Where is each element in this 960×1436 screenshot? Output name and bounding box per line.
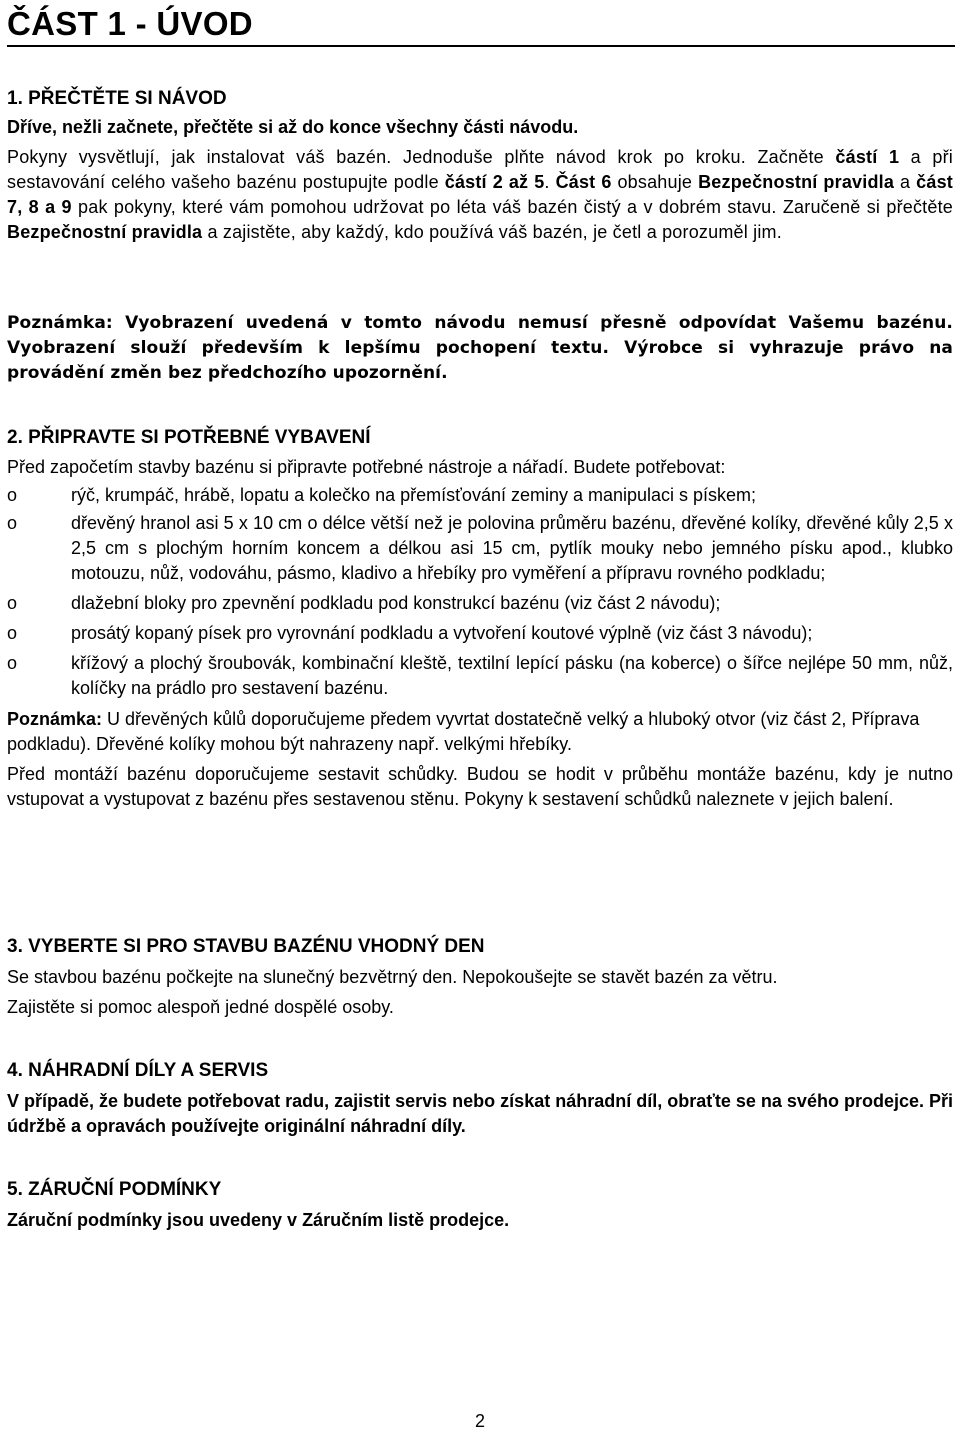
paragraph-text: . bbox=[544, 172, 556, 192]
note-text: U dřevěných kůlů doporučujeme předem vyvrtat dostatečně velký a hluboký otvor (viz část 2, Příprava podkladu). Dřevěné kolíky mohou být nahrazeny např. velkými hřebíky. bbox=[7, 709, 920, 754]
section-1-paragraph bbox=[7, 145, 953, 245]
list-item-text: prosátý kopaný písek pro vyrovnání podkladu a vytvoření koutové výplně (viz část 3 návodu); bbox=[71, 623, 813, 643]
note-label: Poznámka: bbox=[7, 709, 103, 729]
bullet-marker: o bbox=[7, 485, 18, 505]
list-item-text: křížový a plochý šroubovák, kombinační kleště, textilní lepící pásku (na koberce) o šířce nejlépe 50 mm, nůž, kolíčky na prádlo pro sestavení bazénu. bbox=[71, 653, 953, 698]
bullet-marker: o bbox=[7, 513, 18, 533]
section-1-lead: Dříve, nežli začnete, přečtěte si až do konce všechny části návodu. bbox=[7, 117, 579, 137]
section-3 bbox=[7, 934, 953, 1020]
paragraph-text: a při sestavování celého vašeho bazénu postupujte podle bbox=[7, 147, 953, 192]
section-4-heading: 4. NÁHRADNÍ DÍLY A SERVIS bbox=[7, 1060, 269, 1081]
emphasis: částí 2 až 5 bbox=[444, 172, 545, 192]
illustration-note: Poznámka: Vyobrazení uvedená v tomto návodu nemusí přesně odpovídat Vašemu bazénu. Vyobrazení slouží především k lepšímu pochopení textu. Výrobce si vyhrazuje právo na provádění změn bez předchozího upozornění. bbox=[7, 313, 953, 383]
bullet-marker: o bbox=[7, 623, 18, 643]
emphasis: částí 1 bbox=[835, 147, 900, 167]
section-5 bbox=[7, 1177, 953, 1233]
paragraph-text: Pokyny vysvětlují, jak instalovat váš bazén. Jednoduše plňte návod krok po kroku. Začněte bbox=[7, 147, 836, 167]
title-underline bbox=[7, 45, 955, 47]
list-item-text: dlažební bloky pro zpevnění podkladu pod konstrukcí bazénu (viz část 2 návodu); bbox=[71, 593, 721, 613]
page-number: 2 bbox=[474, 1411, 485, 1431]
ladder-paragraph: Před montáží bazénu doporučujeme sestavit schůdky. Budou se hodit v průběhu montáže bazénu, kdy je nutno vstupovat a vystupovat z bazénu přes sestavenou stěnu. Pokyny k sestavení schůdků naleznete v jejich balení. bbox=[7, 764, 953, 809]
page-title: ČÁST 1 - ÚVOD bbox=[7, 5, 253, 42]
emphasis: Část 6 bbox=[555, 172, 612, 192]
section-2-heading: 2. PŘIPRAVTE SI POTŘEBNÉ VYBAVENÍ bbox=[7, 427, 371, 448]
section-1 bbox=[7, 86, 953, 245]
list-item-text: dřevěný hranol asi 5 x 10 cm o délce větší než je polovina průměru bazénu, dřevěné kolíky, dřevěné kůly 2,5 x 2,5 cm s plochým horním koncem a délkou asi 15 cm, pytlík mouky nebo jemného písku apod., klubko motouzu, nůž, vodováhu, pásmo, kladivo a hřebíky pro vyměření a přípravu rovného podkladu; bbox=[71, 513, 953, 583]
list-item bbox=[7, 511, 953, 586]
paragraph-text: a bbox=[894, 172, 917, 192]
paragraph-text: pak pokyny, které vám pomohou udržovat po léta váš bazén čistý a v dobrém stavu. Zaručeně si přečtěte bbox=[71, 197, 954, 217]
bullet-marker: o bbox=[7, 653, 18, 673]
list-item bbox=[7, 651, 953, 701]
section-2-intro: Před započetím stavby bazénu si připravte potřebné nástroje a nářadí. Budete potřebovat: bbox=[7, 457, 726, 477]
list-item-text: rýč, krumpáč, hrábě, lopatu a kolečko na přemísťování zeminy a manipulaci s pískem; bbox=[71, 485, 757, 505]
emphasis: část 7, 8 a 9 bbox=[7, 172, 953, 217]
paragraph-text: obsahuje bbox=[611, 172, 699, 192]
section-3-heading: 3. VYBERTE SI PRO STAVBU BAZÉNU VHODNÝ DEN bbox=[7, 936, 485, 957]
section-2 bbox=[7, 425, 953, 812]
section-4 bbox=[7, 1058, 953, 1139]
section-3-paragraph-1: Se stavbou bazénu počkejte na slunečný bezvětrný den. Nepokoušejte se stavět bazén za větru. bbox=[7, 967, 778, 987]
emphasis: Bezpečnostní pravidla bbox=[7, 222, 203, 242]
tools-list bbox=[7, 483, 953, 701]
section-1-heading: 1. PŘEČTĚTE SI NÁVOD bbox=[7, 88, 227, 109]
list-item bbox=[7, 591, 953, 616]
section-5-text: Záruční podmínky jsou uvedeny v Záručním listě prodejce. bbox=[7, 1210, 510, 1230]
section-3-paragraph-2: Zajistěte si pomoc alespoň jedné dospělé osoby. bbox=[7, 997, 394, 1017]
section-4-text: V případě, že budete potřebovat radu, zajistit servis nebo získat náhradní díl, obraťte se na svého prodejce. Při údržbě a opravách používejte originální náhradní díly. bbox=[7, 1091, 953, 1136]
emphasis: Bezpečnostní pravidla bbox=[698, 172, 895, 192]
section-5-heading: 5. ZÁRUČNÍ PODMÍNKY bbox=[7, 1179, 222, 1200]
list-item bbox=[7, 621, 953, 646]
section-2-note bbox=[7, 707, 953, 757]
bullet-marker: o bbox=[7, 593, 18, 613]
paragraph-text: a zajistěte, aby každý, kdo používá váš bazén, je četl a porozuměl jim. bbox=[202, 222, 782, 242]
list-item bbox=[7, 483, 953, 508]
